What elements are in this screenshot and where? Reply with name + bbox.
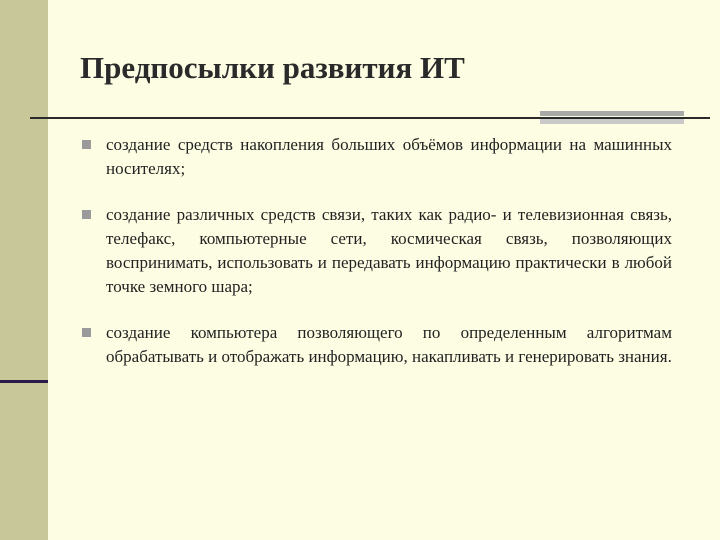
left-bar-accent-line (0, 380, 48, 383)
slide-title: Предпосылки развития ИТ (80, 50, 465, 85)
square-bullet-icon (82, 328, 91, 337)
title-accent-block (540, 111, 684, 116)
bullet-list (80, 133, 672, 391)
bullet-text: создание средств накопления больших объёмов информации на машинных носителях; (106, 135, 672, 178)
square-bullet-icon (82, 210, 91, 219)
left-decorative-bar (0, 0, 48, 540)
bullet-item (80, 321, 672, 369)
square-bullet-icon (82, 140, 91, 149)
bullet-text: создание компьютера позволяющего по определенным алгоритмам обрабатывать и отображать информацию, накапливать и генерировать знания. (106, 323, 672, 366)
bullet-text: создание различных средств связи, таких как радио- и телевизионная связь, телефакс, компьютерные сети, космическая связь, позволяющих воспринимать, использовать и передавать информацию практически в любой точке земного шара; (106, 205, 672, 296)
bullet-item (80, 203, 672, 299)
bullet-item (80, 133, 672, 181)
title-accent-block-secondary (540, 119, 684, 124)
